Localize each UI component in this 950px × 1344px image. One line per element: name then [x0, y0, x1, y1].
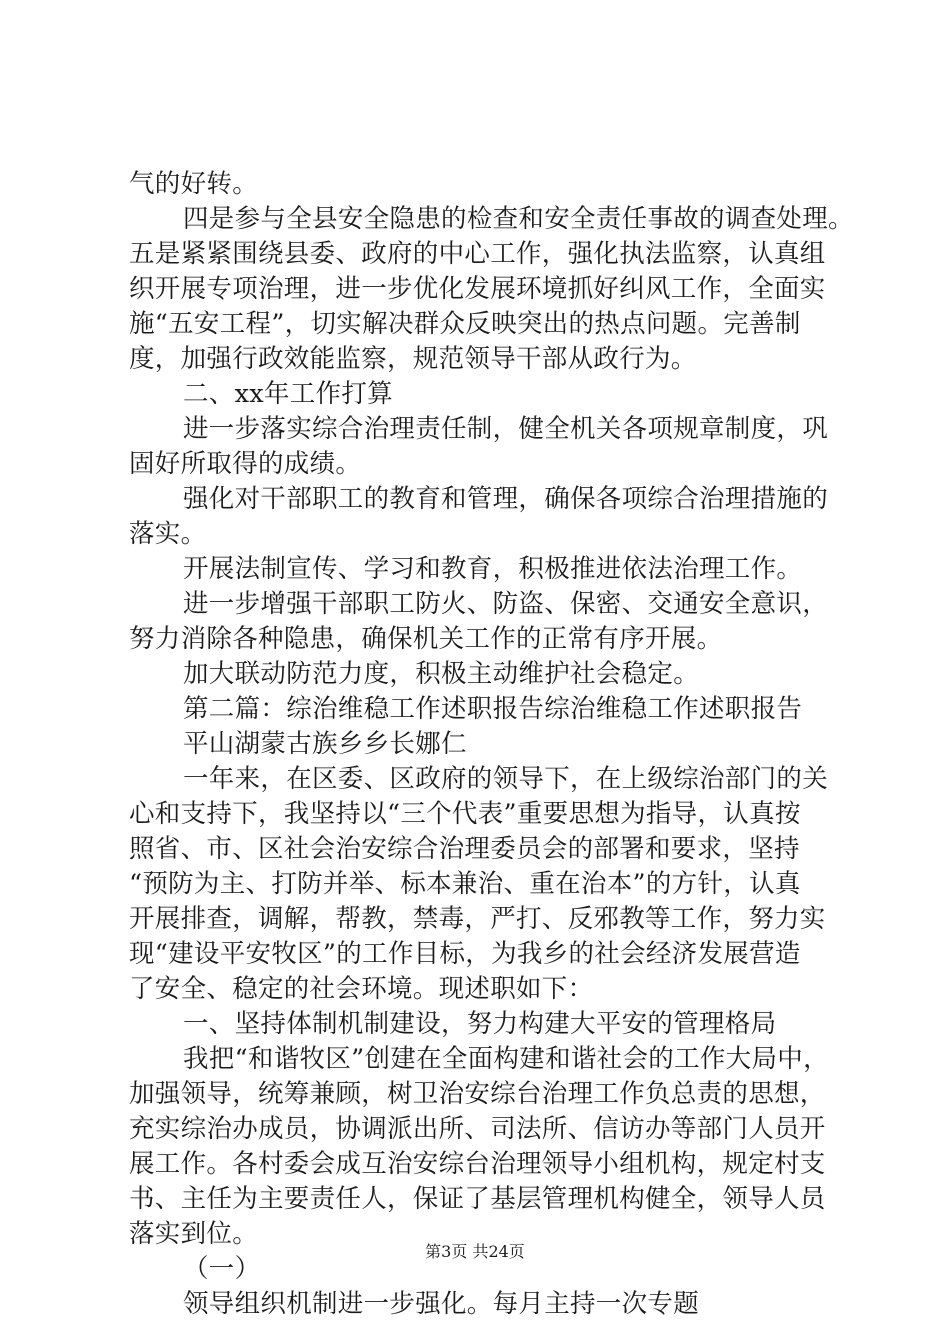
- text-line: “预防为主、打防并举、标本兼治、重在治本”的方针，认真: [129, 869, 801, 899]
- text-line: 进一步增强干部职工防火、防盗、保密、交通安全意识，: [183, 589, 829, 619]
- text-line: 了安全、稳定的社会环境。现述职如下：: [129, 974, 594, 1004]
- text-line: 加大联动防范力度，积极主动维护社会稳定。: [183, 659, 700, 689]
- text-line: 气的好转。: [129, 169, 259, 199]
- text-line: 照省、市、区社会治安综合治理委员会的部署和要求，坚持: [129, 834, 800, 864]
- text-line: 努力消除各种隐患，确保机关工作的正常有序开展。: [129, 624, 723, 654]
- text-line: 平山湖蒙古族乡乡长娜仁: [183, 729, 467, 759]
- text-line: 落实。: [129, 519, 207, 549]
- text-line: 展工作。各村委会成互治安综台治理领导小组机构，规定村支: [129, 1149, 826, 1179]
- text-line: 一、坚持体制机制建设，努力构建大平安的管理格局: [183, 1009, 777, 1039]
- text-line: 加强领导，统筹兼顾，树卫治安综台治理工作负总责的思想，: [129, 1079, 826, 1109]
- text-line: （一）: [183, 1254, 261, 1284]
- text-line: 一年来，在区委、区政府的领导下，在上级综治部门的关: [183, 764, 829, 794]
- text-line: 度，加强行政效能监察，规范领导干部从政行为。: [129, 344, 697, 374]
- text-line: 四是参与全县安全隐患的检查和安全责任事故的调查处理。: [183, 204, 854, 234]
- text-line: 强化对干部职工的教育和管理，确保各项综合治理措施的: [183, 484, 829, 514]
- text-line: 二、xx年工作打算: [183, 379, 393, 409]
- text-line: 固好所取得的成绩。: [129, 449, 362, 479]
- text-line: 五是紧紧围绕县委、政府的中心工作，强化执法监察，认真组: [129, 239, 826, 269]
- document-body: [129, 167, 854, 1322]
- text-line: 书、主任为主要责任人，保证了基层管理机构健全，领导人员: [129, 1184, 826, 1214]
- text-line: 进一步落实综合治理责任制，健全机关各项规章制度，巩: [183, 414, 829, 444]
- page-footer: 第3页 共24页: [425, 1242, 525, 1261]
- text-line: 领导组织机制进一步强化。每月主持一次专题: [183, 1289, 700, 1319]
- text-line: 开展法制宣传、学习和教育，积极推进依法治理工作。: [183, 554, 803, 584]
- text-line: 落实到位。: [129, 1219, 259, 1249]
- text-line: 第二篇：综治维稳工作述职报告综治维稳工作述职报告: [183, 694, 803, 724]
- text-line: 我把“和谐牧区”创建在全面构建和谐社会的工作大局中，: [183, 1044, 829, 1074]
- text-line: 开展排查，调解，帮教，禁毒，严打、反邪教等工作，努力实: [129, 904, 826, 934]
- text-line: 现“建设平安牧区”的工作目标，为我乡的社会经济发展营造: [129, 939, 801, 969]
- text-line: 心和支持下，我坚持以“三个代表”重要思想为指导，认真按: [129, 799, 801, 829]
- text-line: 施“五安工程”，切实解决群众反映突出的热点问题。完善制: [129, 309, 801, 339]
- text-line: 充实综治办成员，协调派出所、司法所、信访办等部门人员开: [129, 1114, 826, 1144]
- text-line: 织开展专项治理，进一步优化发展环境抓好纠风工作，全面实: [129, 274, 826, 304]
